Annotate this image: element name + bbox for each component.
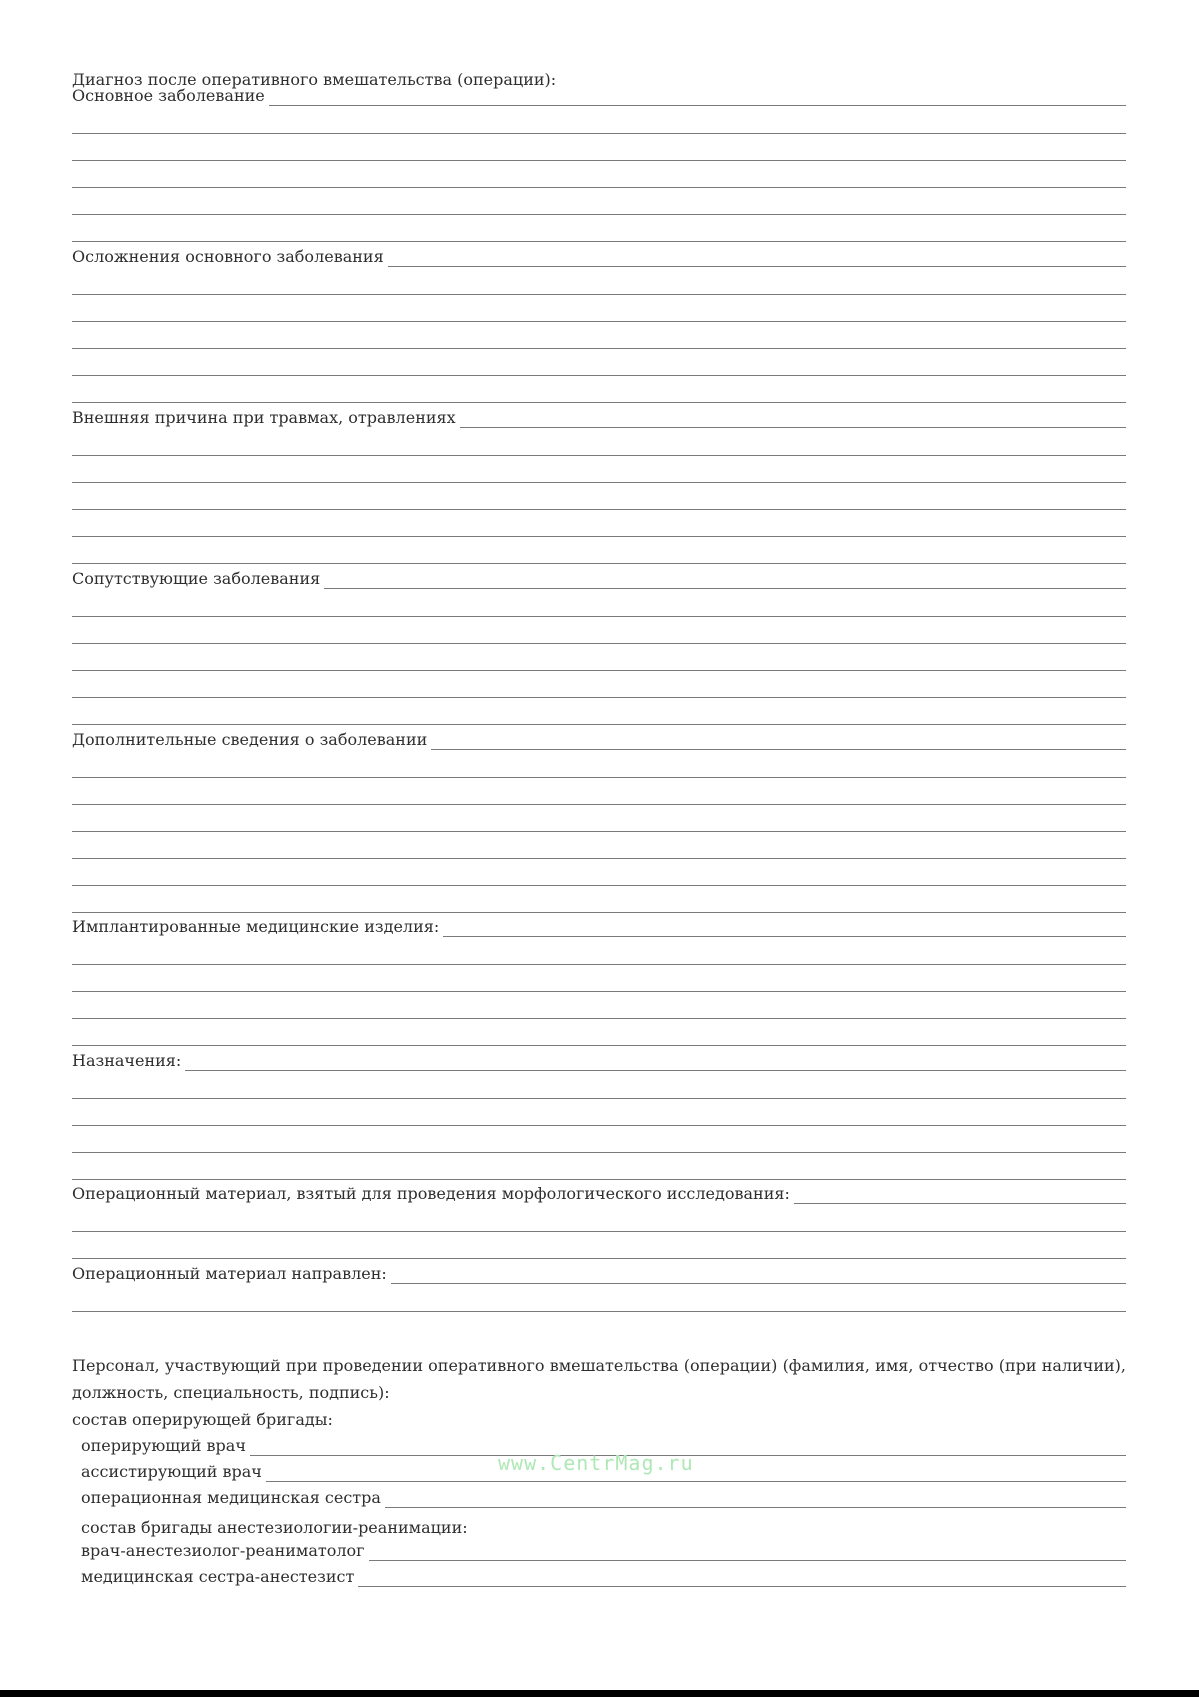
blank-line[interactable] — [72, 912, 1126, 913]
section-label: Операционный материал, взятый для проведения морфологического исследования: — [72, 1184, 790, 1203]
anesthesiologist-field[interactable] — [81, 1543, 1126, 1561]
assistant-line[interactable] — [266, 1481, 1126, 1482]
section-line[interactable] — [324, 588, 1126, 589]
section-label: Осложнения основного заболевания — [72, 247, 384, 266]
section-line[interactable] — [794, 1203, 1126, 1204]
blank-line[interactable] — [72, 375, 1126, 376]
anesthesiologist-line[interactable] — [369, 1560, 1126, 1561]
blank-line[interactable] — [72, 1258, 1126, 1259]
section-field[interactable] — [72, 406, 1126, 428]
blank-line[interactable] — [72, 133, 1126, 134]
blank-line[interactable] — [72, 187, 1126, 188]
section-field[interactable] — [72, 915, 1126, 937]
blank-line[interactable] — [72, 321, 1126, 322]
section-line[interactable] — [431, 749, 1126, 750]
blank-line[interactable] — [72, 1125, 1126, 1126]
blank-line[interactable] — [72, 455, 1126, 456]
anesthesia-heading: состав бригады анестезиологии-реанимации: — [81, 1518, 468, 1537]
nurse-label: операционная медицинская сестра — [81, 1488, 381, 1507]
blank-line[interactable] — [72, 294, 1126, 295]
blank-line[interactable] — [72, 670, 1126, 671]
diagnosis-heading: Диагноз после оперативного вмешательства (операции): — [72, 70, 557, 89]
blank-line[interactable] — [72, 509, 1126, 510]
bottom-edge — [0, 1690, 1199, 1697]
section-label: Внешняя причина при травмах, отравлениях — [72, 408, 456, 427]
blank-line[interactable] — [72, 536, 1126, 537]
blank-line[interactable] — [72, 563, 1126, 564]
blank-line[interactable] — [72, 1018, 1126, 1019]
blank-line[interactable] — [72, 991, 1126, 992]
blank-line[interactable] — [72, 724, 1126, 725]
blank-line[interactable] — [72, 964, 1126, 965]
blank-line[interactable] — [72, 831, 1126, 832]
blank-line[interactable] — [72, 1231, 1126, 1232]
nurse-line[interactable] — [385, 1507, 1126, 1508]
anesthesia-nurse-field[interactable] — [81, 1569, 1126, 1587]
blank-line[interactable] — [72, 858, 1126, 859]
section-line[interactable] — [185, 1070, 1126, 1071]
section-label: Основное заболевание — [72, 86, 265, 105]
blank-line[interactable] — [72, 1179, 1126, 1180]
team-heading: состав оперирующей бригады: — [72, 1410, 333, 1429]
section-field[interactable] — [72, 1182, 1126, 1204]
section-field[interactable] — [72, 728, 1126, 750]
section-line[interactable] — [391, 1283, 1126, 1284]
nurse-field[interactable] — [81, 1490, 1126, 1508]
blank-line[interactable] — [72, 1152, 1126, 1153]
blank-line[interactable] — [72, 643, 1126, 644]
blank-line[interactable] — [72, 214, 1126, 215]
blank-line[interactable] — [72, 402, 1126, 403]
section-label: Сопутствующие заболевания — [72, 569, 321, 588]
section-field[interactable] — [72, 567, 1126, 589]
section-line[interactable] — [443, 936, 1126, 937]
blank-line[interactable] — [72, 1098, 1126, 1099]
section-label: Операционный материал направлен: — [72, 1264, 387, 1283]
section-label: Назначения: — [72, 1051, 182, 1070]
blank-line[interactable] — [72, 160, 1126, 161]
blank-line[interactable] — [72, 777, 1126, 778]
section-field[interactable] — [72, 84, 1126, 106]
section-field[interactable] — [72, 245, 1126, 267]
section-line[interactable] — [388, 266, 1126, 267]
section-label: Имплантированные медицинские изделия: — [72, 917, 440, 936]
section-label: Дополнительные сведения о заболевании — [72, 730, 428, 749]
anesthesia-nurse-line[interactable] — [358, 1586, 1126, 1587]
assistant-label: ассистирующий врач — [81, 1462, 262, 1481]
personnel-intro: Персонал, участвующий при проведении оперативного вмешательства (операции) (фамилия, имя, отчество (при наличии), должность, специальность, подпись): — [72, 1356, 1126, 1402]
anesthesia-nurse-label: медицинская сестра-анестезист — [81, 1567, 355, 1586]
surgeon-label: оперирующий врач — [81, 1436, 246, 1455]
anesthesiologist-label: врач-анестезиолог-реаниматолог — [81, 1541, 365, 1560]
blank-line[interactable] — [72, 348, 1126, 349]
blank-line[interactable] — [72, 885, 1126, 886]
section-field[interactable] — [72, 1262, 1126, 1284]
blank-line[interactable] — [72, 1311, 1126, 1312]
blank-line[interactable] — [72, 616, 1126, 617]
blank-line[interactable] — [72, 804, 1126, 805]
blank-line[interactable] — [72, 1045, 1126, 1046]
watermark: www.CentrMag.ru — [498, 1451, 694, 1475]
blank-line[interactable] — [72, 482, 1126, 483]
section-line[interactable] — [460, 427, 1126, 428]
section-field[interactable] — [72, 1049, 1126, 1071]
section-line[interactable] — [269, 105, 1126, 106]
blank-line[interactable] — [72, 697, 1126, 698]
blank-line[interactable] — [72, 241, 1126, 242]
